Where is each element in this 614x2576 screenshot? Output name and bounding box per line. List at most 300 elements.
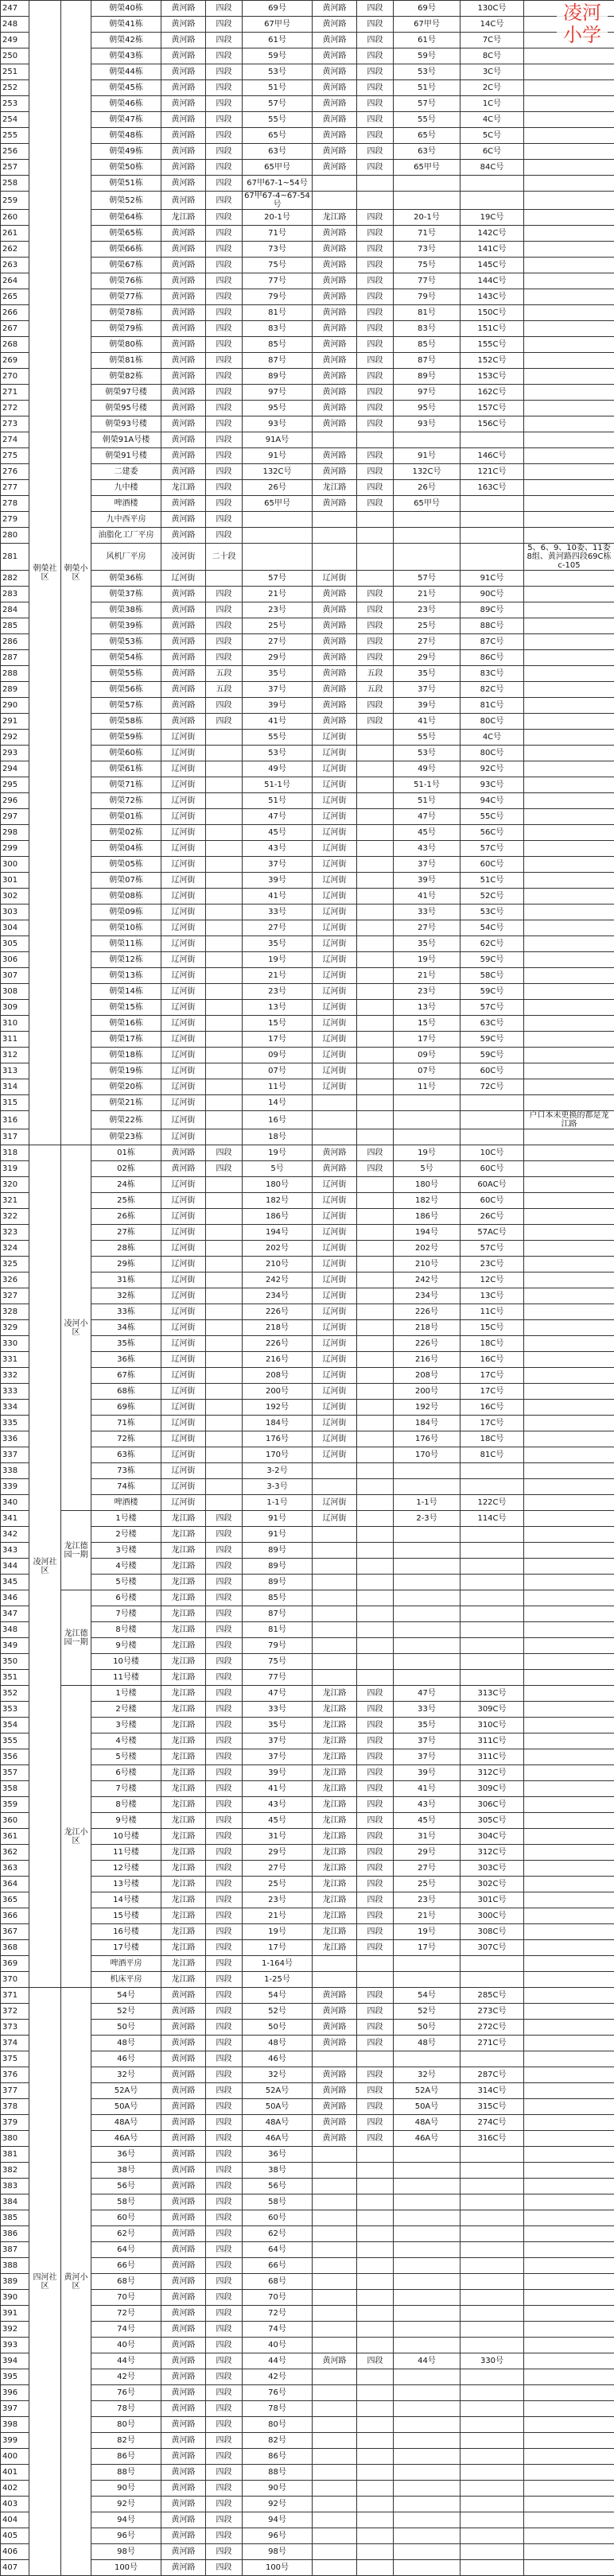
house-number-new-cell: 29号 xyxy=(394,1845,461,1861)
section-cell: 四段 xyxy=(206,1781,243,1797)
house-number-cell: 51号 xyxy=(243,793,313,809)
section-new-cell: 四段 xyxy=(357,1145,394,1161)
section-new-cell xyxy=(357,984,394,1000)
note-cell xyxy=(524,1908,614,1924)
section-cell: 四段 xyxy=(206,1686,243,1702)
row-number-cell: 259 xyxy=(1,192,29,210)
table-row xyxy=(1,984,614,1000)
section-new-cell xyxy=(357,2481,394,2497)
building-cell: 50号 xyxy=(91,2020,161,2036)
building-cell: 啤酒平房 xyxy=(91,1956,161,1972)
table-row xyxy=(1,936,614,952)
section-new-cell xyxy=(357,1590,394,1606)
house-number-cell: 170号 xyxy=(243,1447,313,1463)
row-number-cell: 268 xyxy=(1,337,29,353)
house-number-cell: 194号 xyxy=(243,1225,313,1241)
door-code-cell: 145C号 xyxy=(461,258,524,273)
building-cell: 9号楼 xyxy=(91,1813,161,1829)
door-code-cell: 89C号 xyxy=(461,602,524,618)
section-cell xyxy=(206,889,243,905)
table-row xyxy=(1,1016,614,1032)
road-cell: 辽河街 xyxy=(161,984,206,1000)
section-cell xyxy=(206,730,243,746)
house-number-cell: 79号 xyxy=(243,1638,313,1654)
house-number-new-cell: 39号 xyxy=(394,698,461,714)
row-number-cell: 394 xyxy=(1,2353,29,2369)
section-new-cell xyxy=(357,2226,394,2242)
door-code-cell: 57C号 xyxy=(461,1000,524,1016)
note-cell xyxy=(524,2036,614,2051)
building-cell: 机床平房 xyxy=(91,1972,161,1988)
note-cell xyxy=(524,2258,614,2274)
road-cell: 辽河街 xyxy=(161,1479,206,1495)
note-cell xyxy=(524,1797,614,1813)
house-number-cell: 67甲号 xyxy=(243,17,313,33)
table-row xyxy=(1,144,614,160)
building-cell: 朝榮48栋 xyxy=(91,128,161,144)
row-number-cell: 347 xyxy=(1,1606,29,1622)
road-cell: 黄河路 xyxy=(161,48,206,64)
table-row xyxy=(1,1079,614,1095)
building-cell: 9号楼 xyxy=(91,1638,161,1654)
table-row xyxy=(1,385,614,401)
house-number-new-cell: 27号 xyxy=(394,1861,461,1877)
note-cell xyxy=(524,2131,614,2147)
door-code-cell xyxy=(461,2338,524,2353)
house-number-cell: 77号 xyxy=(243,1670,313,1686)
door-code-cell: 58C号 xyxy=(461,968,524,984)
row-number-cell: 328 xyxy=(1,1304,29,1320)
road-cell: 辽河街 xyxy=(161,1320,206,1336)
note-cell xyxy=(524,2083,614,2099)
section-new-cell: 四段 xyxy=(357,80,394,96)
house-number-new-cell: 17号 xyxy=(394,1032,461,1048)
house-number-cell: 41号 xyxy=(243,714,313,730)
road-cell: 黄河路 xyxy=(161,2560,206,2576)
table-row xyxy=(1,1384,614,1400)
note-cell xyxy=(524,952,614,968)
house-number-new-cell: 5号 xyxy=(394,1161,461,1177)
house-number-cell: 27号 xyxy=(243,1861,313,1877)
note-cell xyxy=(524,2417,614,2433)
table-row xyxy=(1,2115,614,2131)
road-cell: 黄河路 xyxy=(161,1,206,17)
section-new-cell xyxy=(357,1479,394,1495)
door-code-cell: 81C号 xyxy=(461,1447,524,1463)
section-new-cell xyxy=(357,1177,394,1193)
door-code-cell: 121C号 xyxy=(461,464,524,480)
section-new-cell: 四段 xyxy=(357,1988,394,2004)
row-number-cell: 247 xyxy=(1,1,29,17)
section-cell xyxy=(206,1320,243,1336)
building-cell: 朝榮77栋 xyxy=(91,289,161,305)
table-row xyxy=(1,2417,614,2433)
building-cell: 3号楼 xyxy=(91,1718,161,1733)
house-number-cell: 47号 xyxy=(243,1686,313,1702)
note-cell xyxy=(524,1733,614,1749)
section-new-cell: 四段 xyxy=(357,1877,394,1892)
note-cell xyxy=(524,1575,614,1590)
house-number-new-cell: 65甲号 xyxy=(394,496,461,512)
building-cell: 31栋 xyxy=(91,1273,161,1288)
road-new-cell: 龙江路 xyxy=(313,1733,357,1749)
building-cell: 72号 xyxy=(91,2306,161,2322)
road-new-cell: 辽河街 xyxy=(313,746,357,761)
building-cell: 52A号 xyxy=(91,2083,161,2099)
road-new-cell: 黄河路 xyxy=(313,273,357,289)
road-cell: 黄河路 xyxy=(161,2338,206,2353)
road-new-cell: 黄河路 xyxy=(313,2083,357,2099)
section-cell: 四段 xyxy=(206,650,243,666)
house-number-cell: 39号 xyxy=(243,1765,313,1781)
building-cell: 朝榮13栋 xyxy=(91,968,161,984)
note-cell xyxy=(524,1177,614,1193)
section-cell xyxy=(206,1495,243,1511)
house-number-new-cell: 43号 xyxy=(394,1797,461,1813)
road-new-cell: 黄河路 xyxy=(313,1,357,17)
road-cell: 辽河街 xyxy=(161,1241,206,1257)
table-row xyxy=(1,1209,614,1225)
section-cell: 四段 xyxy=(206,496,243,512)
door-code-cell: 59C号 xyxy=(461,952,524,968)
row-number-cell: 292 xyxy=(1,730,29,746)
table-row xyxy=(1,1257,614,1273)
section-new-cell xyxy=(357,1463,394,1479)
road-cell: 龙江路 xyxy=(161,1924,206,1940)
table-row xyxy=(1,176,614,192)
section-new-cell: 四段 xyxy=(357,2099,394,2115)
house-number-new-cell: 50号 xyxy=(394,2020,461,2036)
door-code-cell: 23C号 xyxy=(461,1257,524,1273)
house-number-new-cell: 17号 xyxy=(394,1940,461,1956)
road-new-cell xyxy=(313,2528,357,2544)
row-number-cell: 266 xyxy=(1,305,29,321)
road-new-cell xyxy=(313,2433,357,2449)
house-number-new-cell xyxy=(394,544,461,571)
road-cell: 黄河路 xyxy=(161,2194,206,2210)
building-cell: 98号 xyxy=(91,2544,161,2560)
building-cell: 朝榮16栋 xyxy=(91,1016,161,1032)
building-cell: 13号楼 xyxy=(91,1877,161,1892)
door-code-cell: 14C号 xyxy=(461,17,524,33)
table-row xyxy=(1,17,614,33)
note-cell xyxy=(524,2147,614,2163)
road-new-cell xyxy=(313,1622,357,1638)
section-cell: 四段 xyxy=(206,48,243,64)
section-cell xyxy=(206,571,243,587)
table-row xyxy=(1,432,614,448)
section-new-cell xyxy=(357,2449,394,2465)
section-new-cell xyxy=(357,1095,394,1111)
house-number-new-cell xyxy=(394,1654,461,1670)
road-cell: 黄河路 xyxy=(161,2306,206,2322)
row-number-cell: 313 xyxy=(1,1063,29,1079)
section-cell xyxy=(206,841,243,857)
row-number-cell: 302 xyxy=(1,889,29,905)
table-row xyxy=(1,1145,614,1161)
house-number-new-cell: 180号 xyxy=(394,1177,461,1193)
road-new-cell: 辽河街 xyxy=(313,857,357,873)
table-row xyxy=(1,2163,614,2179)
house-number-new-cell xyxy=(394,2274,461,2290)
section-new-cell: 四段 xyxy=(357,416,394,432)
road-new-cell: 黄河路 xyxy=(313,2004,357,2020)
road-new-cell: 黄河路 xyxy=(313,666,357,682)
table-row xyxy=(1,1940,614,1956)
house-number-new-cell: 71号 xyxy=(394,226,461,242)
house-number-cell: 37号 xyxy=(243,1733,313,1749)
section-cell: 四段 xyxy=(206,2115,243,2131)
road-cell: 辽河街 xyxy=(161,905,206,920)
house-number-new-cell: 21号 xyxy=(394,968,461,984)
house-number-cell: 1-164号 xyxy=(243,1956,313,1972)
road-new-cell: 辽河街 xyxy=(313,1177,357,1193)
house-number-new-cell xyxy=(394,2433,461,2449)
row-number-cell: 306 xyxy=(1,952,29,968)
section-cell: 四段 xyxy=(206,1988,243,2004)
note-cell xyxy=(524,1273,614,1288)
note-cell xyxy=(524,2338,614,2353)
road-new-cell: 辽河街 xyxy=(313,809,357,825)
road-cell: 黄河路 xyxy=(161,2433,206,2449)
house-number-new-cell: 81号 xyxy=(394,305,461,321)
door-code-cell: 60C号 xyxy=(461,1063,524,1079)
road-new-cell xyxy=(313,2051,357,2067)
road-cell: 黄河路 xyxy=(161,2179,206,2194)
table-row xyxy=(1,528,614,544)
note-cell xyxy=(524,1892,614,1908)
door-code-cell xyxy=(461,2465,524,2481)
table-row xyxy=(1,2020,614,2036)
row-number-cell: 319 xyxy=(1,1161,29,1177)
section-cell: 四段 xyxy=(206,2147,243,2163)
section-new-cell: 四段 xyxy=(357,353,394,369)
row-number-cell: 303 xyxy=(1,905,29,920)
section-cell: 四段 xyxy=(206,2099,243,2115)
section-new-cell xyxy=(357,761,394,777)
table-row xyxy=(1,1813,614,1829)
row-number-cell: 291 xyxy=(1,714,29,730)
section-cell xyxy=(206,793,243,809)
section-cell: 四段 xyxy=(206,33,243,48)
row-number-cell: 368 xyxy=(1,1940,29,1956)
door-code-cell xyxy=(461,1956,524,1972)
road-new-cell: 辽河街 xyxy=(313,1063,357,1079)
row-number-cell: 294 xyxy=(1,761,29,777)
table-row xyxy=(1,2147,614,2163)
road-cell: 龙江路 xyxy=(161,1797,206,1813)
house-number-cell: 50A号 xyxy=(243,2099,313,2115)
building-cell: 27栋 xyxy=(91,1225,161,1241)
row-number-cell: 286 xyxy=(1,634,29,650)
house-number-new-cell: 43号 xyxy=(394,841,461,857)
house-number-cell: 79号 xyxy=(243,289,313,305)
row-number-cell: 353 xyxy=(1,1702,29,1718)
road-cell: 辽河街 xyxy=(161,1463,206,1479)
door-code-cell: 13C号 xyxy=(461,1288,524,1304)
table-row xyxy=(1,2083,614,2099)
house-number-new-cell: 63号 xyxy=(394,144,461,160)
house-number-new-cell: 48号 xyxy=(394,2036,461,2051)
section-cell xyxy=(206,1225,243,1241)
road-cell: 黄河路 xyxy=(161,587,206,602)
door-code-cell xyxy=(461,2210,524,2226)
door-code-cell: 143C号 xyxy=(461,289,524,305)
section-cell: 四段 xyxy=(206,2385,243,2401)
road-cell: 龙江路 xyxy=(161,1654,206,1670)
building-cell: 42号 xyxy=(91,2369,161,2385)
row-number-cell: 253 xyxy=(1,96,29,112)
house-number-cell: 91号 xyxy=(243,1527,313,1543)
house-number-new-cell: 75号 xyxy=(394,258,461,273)
house-number-cell: 26号 xyxy=(243,480,313,496)
door-code-cell: 80C号 xyxy=(461,746,524,761)
door-code-cell: 155C号 xyxy=(461,337,524,353)
row-number-cell: 332 xyxy=(1,1368,29,1384)
house-number-new-cell: 49号 xyxy=(394,761,461,777)
table-row xyxy=(1,512,614,528)
note-cell xyxy=(524,2512,614,2528)
house-number-cell: 89号 xyxy=(243,1575,313,1590)
note-cell xyxy=(524,2528,614,2544)
road-cell: 龙江路 xyxy=(161,1781,206,1797)
note-cell xyxy=(524,1956,614,1972)
building-cell: 朝榮55栋 xyxy=(91,666,161,682)
section-cell: 四段 xyxy=(206,714,243,730)
house-number-new-cell: 23号 xyxy=(394,984,461,1000)
door-code-cell xyxy=(461,1543,524,1559)
door-code-cell xyxy=(461,2322,524,2338)
table-row xyxy=(1,825,614,841)
section-new-cell xyxy=(357,176,394,192)
subarea-cell: 龙江德园一期 xyxy=(61,1511,91,1590)
section-new-cell xyxy=(357,2274,394,2290)
house-number-new-cell xyxy=(394,512,461,528)
building-cell: 02栋 xyxy=(91,1161,161,1177)
house-number-cell: 80号 xyxy=(243,2417,313,2433)
door-code-cell: 16C号 xyxy=(461,1352,524,1368)
door-code-cell: 6C号 xyxy=(461,144,524,160)
row-number-cell: 261 xyxy=(1,226,29,242)
house-number-cell: 07号 xyxy=(243,1063,313,1079)
building-cell: 朝榮49栋 xyxy=(91,144,161,160)
road-cell: 黄河路 xyxy=(161,2067,206,2083)
section-cell: 四段 xyxy=(206,1702,243,1718)
road-cell: 黄河路 xyxy=(161,80,206,96)
note-cell xyxy=(524,2353,614,2369)
road-cell: 黄河路 xyxy=(161,2242,206,2258)
section-cell: 四段 xyxy=(206,1749,243,1765)
building-cell: 1号楼 xyxy=(91,1511,161,1527)
table-row xyxy=(1,1048,614,1063)
building-cell: 朝榮64栋 xyxy=(91,210,161,226)
building-cell: 32号 xyxy=(91,2067,161,2083)
table-row xyxy=(1,777,614,793)
building-cell: 96号 xyxy=(91,2528,161,2544)
note-cell xyxy=(524,337,614,353)
road-cell: 龙江路 xyxy=(161,1765,206,1781)
house-number-cell: 23号 xyxy=(243,984,313,1000)
table-row xyxy=(1,809,614,825)
door-code-cell: 60C号 xyxy=(461,1161,524,1177)
house-number-cell: 65号 xyxy=(243,128,313,144)
section-cell: 四段 xyxy=(206,1638,243,1654)
house-number-new-cell: 07号 xyxy=(394,1063,461,1079)
road-new-cell: 黄河路 xyxy=(313,698,357,714)
road-new-cell xyxy=(313,432,357,448)
road-new-cell: 黄河路 xyxy=(313,2131,357,2147)
building-cell: 64号 xyxy=(91,2242,161,2258)
door-code-cell: 330号 xyxy=(461,2353,524,2369)
table-row xyxy=(1,1288,614,1304)
building-cell: 11号楼 xyxy=(91,1670,161,1686)
house-number-cell: 40号 xyxy=(243,2338,313,2353)
road-new-cell xyxy=(313,1559,357,1575)
row-number-cell: 349 xyxy=(1,1638,29,1654)
section-cell: 四段 xyxy=(206,1622,243,1638)
house-number-new-cell: 47号 xyxy=(394,1686,461,1702)
note-cell xyxy=(524,2051,614,2067)
house-number-cell: 47号 xyxy=(243,809,313,825)
house-number-cell: 42号 xyxy=(243,2369,313,2385)
door-code-cell xyxy=(461,2481,524,2497)
table-row xyxy=(1,1749,614,1765)
house-number-cell: 93号 xyxy=(243,416,313,432)
house-number-new-cell: 27号 xyxy=(394,920,461,936)
road-new-cell: 黄河路 xyxy=(313,602,357,618)
door-code-cell: 17C号 xyxy=(461,1384,524,1400)
house-number-new-cell: 09号 xyxy=(394,1048,461,1063)
note-cell xyxy=(524,1479,614,1495)
road-new-cell: 辽河街 xyxy=(313,1336,357,1352)
road-cell: 龙江路 xyxy=(161,1877,206,1892)
road-new-cell xyxy=(313,512,357,528)
note-cell xyxy=(524,2115,614,2131)
road-cell: 黄河路 xyxy=(161,416,206,432)
house-number-new-cell: 19号 xyxy=(394,1924,461,1940)
house-number-new-cell: 13号 xyxy=(394,1000,461,1016)
building-cell: 56号 xyxy=(91,2179,161,2194)
section-new-cell xyxy=(357,432,394,448)
building-cell: 2号楼 xyxy=(91,1702,161,1718)
house-number-cell: 37号 xyxy=(243,857,313,873)
road-cell: 辽河街 xyxy=(161,1495,206,1511)
section-new-cell: 四段 xyxy=(357,210,394,226)
row-number-cell: 384 xyxy=(1,2194,29,2210)
section-new-cell: 四段 xyxy=(357,48,394,64)
row-number-cell: 387 xyxy=(1,2242,29,2258)
door-code-cell: 72C号 xyxy=(461,1079,524,1095)
section-new-cell xyxy=(357,2465,394,2481)
section-cell: 四段 xyxy=(206,144,243,160)
door-code-cell xyxy=(461,2449,524,2465)
road-new-cell: 黄河路 xyxy=(313,464,357,480)
building-cell: 朝榮47栋 xyxy=(91,112,161,128)
road-new-cell xyxy=(313,2274,357,2290)
road-cell: 黄河路 xyxy=(161,2147,206,2163)
road-cell: 黄河路 xyxy=(161,2036,206,2051)
note-cell xyxy=(524,1559,614,1575)
house-number-cell: 89号 xyxy=(243,1559,313,1575)
house-number-new-cell xyxy=(394,2528,461,2544)
house-number-new-cell xyxy=(394,2497,461,2512)
note-cell xyxy=(524,1161,614,1177)
road-cell: 龙江路 xyxy=(161,1813,206,1829)
section-cell: 四段 xyxy=(206,464,243,480)
section-new-cell: 四段 xyxy=(357,64,394,80)
road-new-cell: 辽河街 xyxy=(313,571,357,587)
table-row xyxy=(1,682,614,698)
